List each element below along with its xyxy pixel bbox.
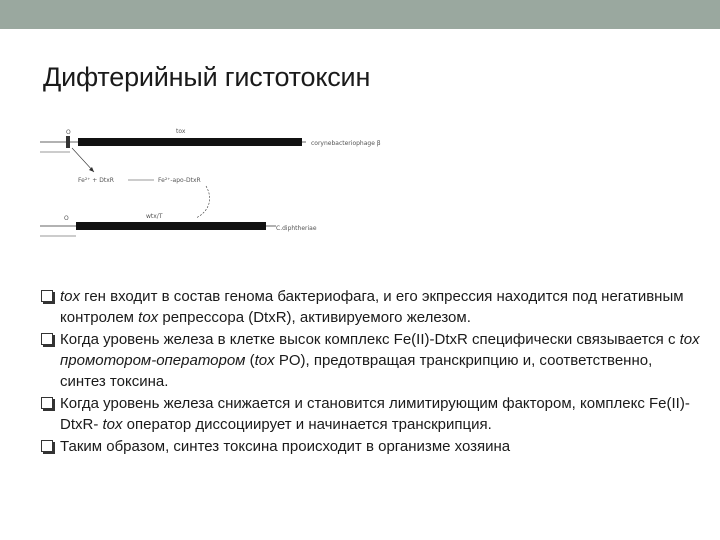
checkbox-bullet-icon bbox=[41, 290, 53, 302]
top-banner bbox=[0, 0, 720, 29]
gene-regulation-diagram bbox=[36, 120, 381, 250]
bullet-item bbox=[40, 436, 700, 457]
diagram-svg bbox=[36, 120, 381, 250]
bullet-text: Когда уровень железа в клетке высок комплекс Fe(II)-DtxR специфически связывается с tox промотором-оператором (tox PO), предотвращая транскрипцию и, соответственно, синтез токсина. bbox=[60, 331, 700, 390]
bottom-gene-bar bbox=[76, 222, 266, 230]
checkbox-bullet-icon bbox=[41, 333, 53, 345]
bottom-marker-label: O bbox=[64, 215, 69, 222]
top-marker-label: O bbox=[66, 129, 71, 136]
diphtheriae-label: C.diphtheriae bbox=[276, 225, 317, 232]
tox-top-label: tox bbox=[176, 128, 186, 135]
bullet-text: Когда уровень железа снижается и становится лимитирующим фактором, комплекс Fe(II)-DtxR- tox оператор диссоциирует и начинается транскрипция. bbox=[60, 395, 690, 433]
checkbox-bullet-icon bbox=[41, 397, 53, 409]
tox-bottom-label: wtx/T bbox=[146, 213, 163, 220]
checkbox-bullet-icon bbox=[41, 440, 53, 452]
bullet-text: Таким образом, синтез токсина происходит в организме хозяина bbox=[60, 438, 511, 455]
bullet-item bbox=[40, 329, 700, 392]
top-gene-bar bbox=[78, 138, 302, 146]
fe-right-label: Fe²⁺-apo-DtxR bbox=[158, 177, 201, 184]
bullet-item bbox=[40, 286, 700, 328]
top-operator-marker bbox=[66, 136, 70, 148]
phage-gene-label: corynebacteriophage β bbox=[311, 140, 381, 147]
curved-arrow bbox=[196, 186, 210, 218]
slide-title: Дифтерийный гистотоксин bbox=[43, 62, 371, 92]
bullet-item bbox=[40, 393, 700, 435]
bullet-text: tox ген входит в состав генома бактериофага, и его экпрессия находится под негативным контролем tox репрессора (DtxR), активируемого железом. bbox=[60, 288, 684, 326]
fe-left-label: Fe²⁺ + DtxR bbox=[78, 177, 114, 184]
bullet-list bbox=[40, 286, 700, 458]
